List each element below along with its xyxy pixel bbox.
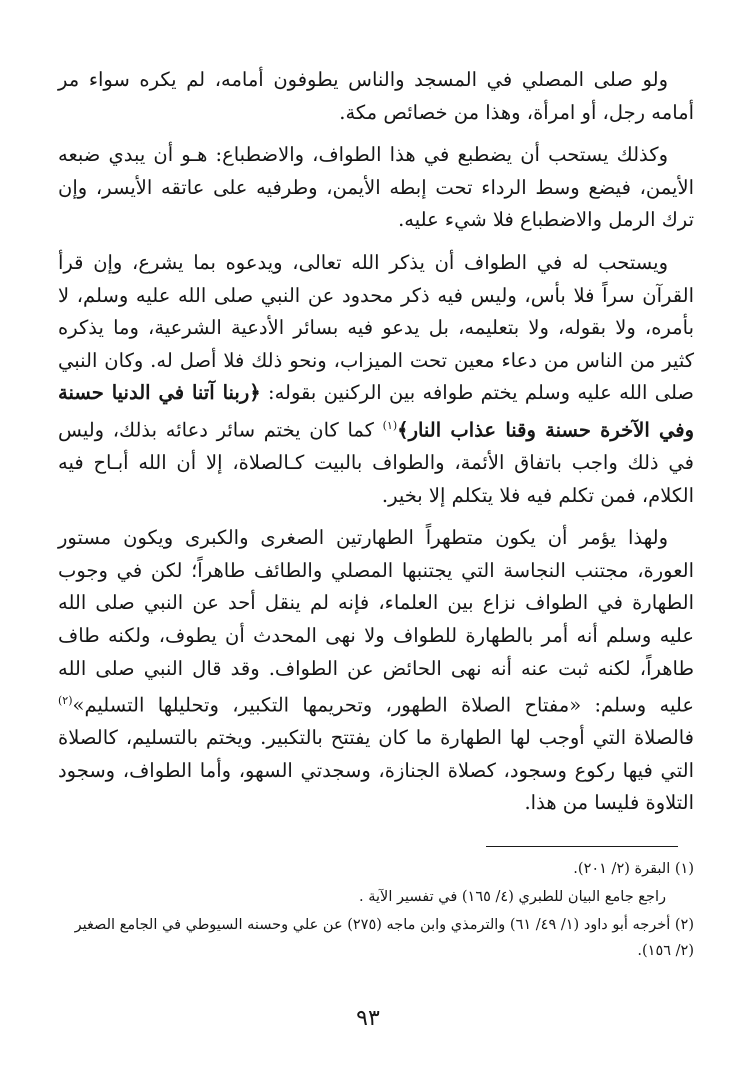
page-body (58, 64, 694, 830)
footnote-ref-2: (٢) (58, 694, 73, 708)
paragraph-2 (58, 139, 694, 237)
footnote-separator (486, 846, 678, 847)
paragraph-4-text-after: فالصلاة التي أوجب لها الطهارة ما كان يفتتح بالتكبير. ويختم بالتسليم، كالصلاة التي فيها ركوع وسجود، كصلاة الجنازة، وسجدتي السهو، وأما الطواف، وسجود التلاوة فليسا من هذا. (58, 726, 694, 815)
paragraph-4-text-before: ولهذا يؤمر أن يكون متطهراً الطهارتين الصغرى والكبرى ويكون مستور العورة، مجتنب النجاسة التي يجتنبها المصلي والطائف طاهراً؛ لكن في وجوب الطهارة في الطواف نزاع بين العلماء، فإنه لم ينقل أحد عن النبي صلى الله عليه وسلم أنه أمر بالطهارة للطواف ولا نهى المحدث أن يطوف، ولكنه طاف طاهراً، لكنه ثبت عنه أنه نهى الحائض عن الطواف. وقد قال النبي صلى الله عليه وسلم: «مفتاح الصلاة الطهور، وتحريمها التكبير، وتحليلها التسليم» (58, 526, 694, 717)
page-number: ٩٣ (356, 1006, 380, 1031)
paragraph-1-text: ولو صلى المصلي في المسجد والناس يطوفون أمامه، لم يكره سواء مر أمامه رجل، أو امرأة، وهذا من خصائص مكة. (58, 68, 694, 124)
paragraph-3 (58, 247, 694, 512)
footnotes (58, 856, 694, 966)
footnote-ref-1: (١) (382, 418, 398, 432)
paragraph-3-text-before: ويستحب له في الطواف أن يذكر الله تعالى، ويدعوه بما يشرع، وإن قرأ القرآن سراً فلا بأس، وليس فيه ذكر محدود عن النبي صلى الله عليه وسلم، لا بأمره، ولا بقوله، ولا بتعليمه، بل يدعو فيه بسائر الأدعية الشرعية، وما يذكره كثير من الناس من دعاء معين تحت الميزاب، ونحو ذلك فلا أصل له. وكان النبي صلى الله عليه وسلم يختم طوافه بين الركنين بقوله: (58, 250, 694, 405)
footnote-2: (٢) أخرجه أبو داود (١/ ٤٩/ ٦١) والترمذي وابن ماجه (٢٧٥) عن علي وحسنه السيوطي في الجامع الصغير (٢/ ١٥٦). (74, 917, 694, 959)
footnote-1-reference: راجع جامع البيان للطبري (٤/ ١٦٥) في تفسير الآية . (359, 889, 666, 905)
paragraph-2-text: وكذلك يستحب أن يضطبع في هذا الطواف، والاضطباع: هـو أن يبدي ضبعه الأيمن، فيضع وسط الرداء تحت إبطه الأيمن، وطرفيه على عاتقه الأيسر، وإن ترك الرمل والاضطباع فلا شيء عليه. (58, 143, 694, 232)
footnote-1: (١) البقرة (٢/ ٢٠١). (573, 861, 694, 877)
paragraph-4 (58, 522, 694, 820)
paragraph-3-text-after: كما كان يختم سائر دعائه بذلك، وليس في ذلك واجب باتفاق الأئمة، والطواف بالبيت كـالصلاة، إلا أن الله أبـاح فيه الكلام، فمن تكلم فيه فلا يتكلم إلا بخير. (58, 418, 694, 507)
paragraph-1 (58, 64, 694, 129)
quran-quote: ﴿ربنا آتنا في الدنيا حسنة وفي الآخرة حسنة وقنا عذاب النار﴾ (58, 381, 695, 442)
